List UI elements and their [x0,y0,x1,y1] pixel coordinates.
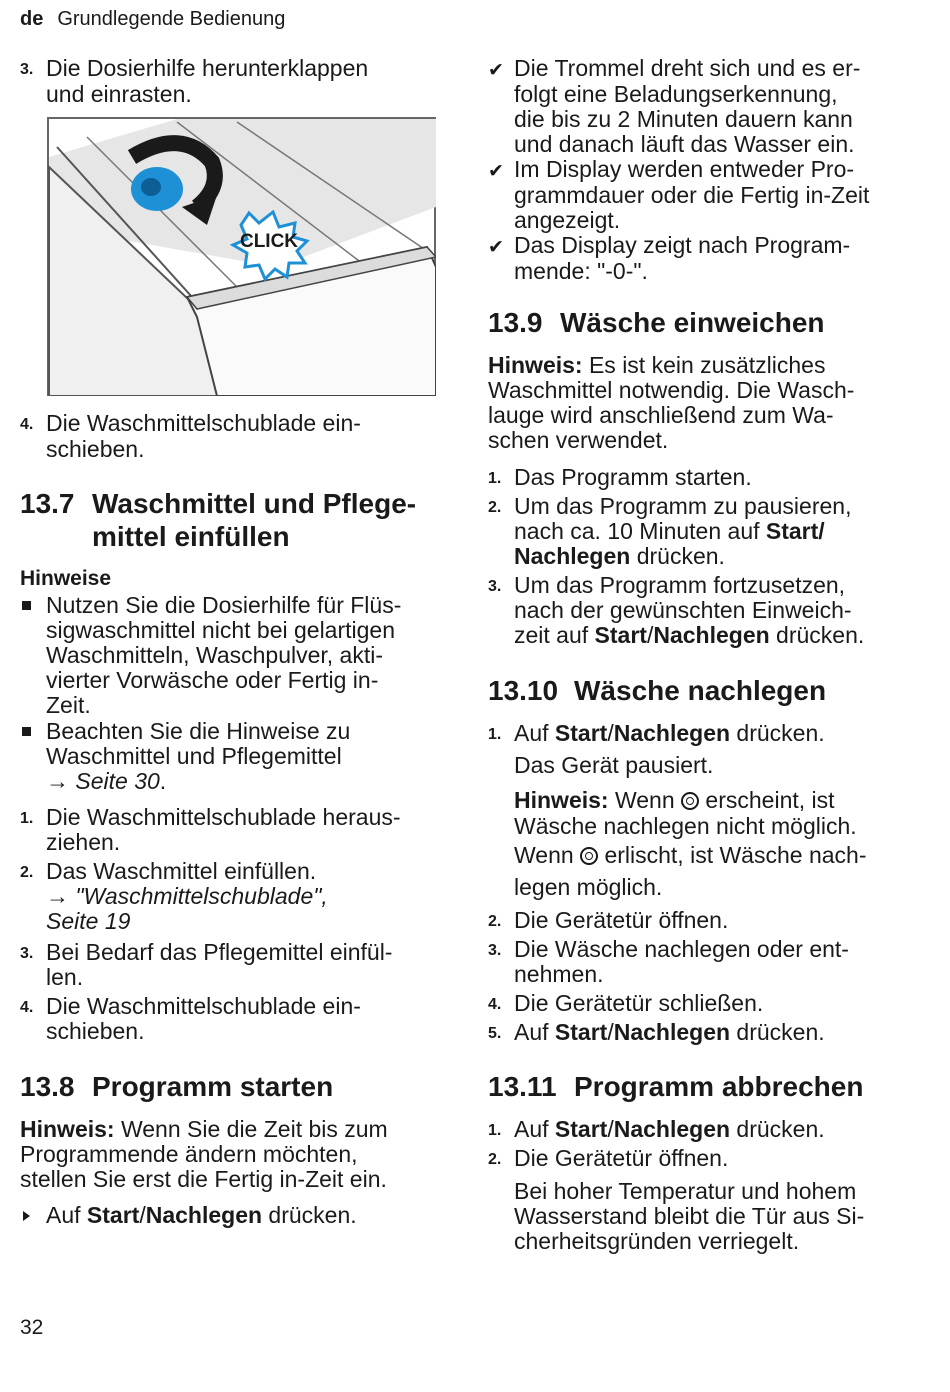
check-icon: ✔ [488,237,504,258]
note-text: Waschmittel notwendig. Die Wasch- [488,377,855,403]
section-heading: 13.11 Programm abbrechen [488,1071,864,1102]
note-text: stellen Sie erst die Fertig in-Zeit ein. [20,1166,387,1192]
result-text: angezeigt. [514,207,621,233]
step-number: 1. [488,1122,502,1139]
step-text: Auf Start/Nachlegen drücken. [514,720,825,746]
step-number: 2. [488,499,502,516]
note-text: Beachten Sie die Hinweise zu [46,718,351,744]
note-text: Hinweis: Es ist kein zusätzliches [488,352,826,378]
step-number: 1. [20,810,34,827]
step-number: 1. [488,470,502,487]
step-text: und einrasten. [46,81,192,107]
note-text: Zeit. [46,692,91,718]
step-text: Die Gerätetür schließen. [514,990,764,1016]
page-header [20,8,285,31]
result-text: Im Display werden entweder Pro- [514,156,855,182]
arrow-icon: → [46,883,69,909]
note-text: schen verwendet. [488,427,669,453]
step-text: nach ca. 10 Minuten auf Start/ [514,518,825,544]
step-text: Auf Start/Nachlegen drücken. [514,1019,825,1045]
note-text: Hinweis: Wenn erscheint, ist [514,787,835,813]
note-text: Programmende ändern möchten, [20,1141,358,1167]
click-label: CLICK [239,231,299,252]
result-text: mende: "-0-". [514,258,648,284]
step-text: schieben. [46,436,145,462]
result-text: und danach läuft das Wasser ein. [514,131,855,157]
step-text: Die Waschmittelschublade heraus- [46,804,401,830]
bullet-square [22,727,31,736]
step-number: 3. [488,578,502,595]
note-text: Nutzen Sie die Dosierhilfe für Flüs- [46,592,402,618]
step-text: Um das Programm fortzusetzen, [514,572,846,598]
note-text: Wäsche nachlegen nicht möglich. [514,813,857,839]
step-number: 2. [488,1151,502,1168]
step-number: 2. [488,913,502,930]
result-text: grammdauer oder die Fertig in-Zeit [514,182,870,208]
page-reference[interactable]: → Seite 30. [46,768,167,794]
dosing-aid-illustration [47,117,436,396]
step-text: Bei Bedarf das Pflegemittel einfül- [46,939,393,965]
note-text: Hinweis: Wenn Sie die Zeit bis zum [20,1116,388,1142]
page-reference-cont[interactable]: Seite 19 [46,908,131,934]
step-text: ziehen. [46,829,121,855]
note-text: Waschmittel und Pflegemittel [46,743,342,769]
language-code: de [20,8,44,30]
result-text: die bis zu 2 Minuten dauern kann [514,106,853,132]
action-text: Auf Start/Nachlegen drücken. [46,1202,357,1228]
note-text: legen möglich. [514,874,663,900]
note-text: Waschmitteln, Waschpulver, akti- [46,642,384,668]
check-icon: ✔ [488,60,504,81]
step-text: Die Waschmittelschublade ein- [46,410,361,436]
step-number: 1. [488,726,502,743]
note-text: sigwaschmittel nicht bei gelartigen [46,617,396,643]
step-text: len. [46,964,84,990]
result-text: Die Trommel dreht sich und es er- [514,55,861,81]
section-heading: 13.8 Programm starten [20,1071,334,1102]
step-text: Die Wäsche nachlegen oder ent- [514,936,849,962]
check-icon: ✔ [488,161,504,182]
note-text: Wenn erlischt, ist Wäsche nach- [514,842,867,868]
step-number: 3. [20,61,34,78]
step-result: Wasserstand bleibt die Tür aus Si- [514,1203,865,1229]
step-text: schieben. [46,1018,145,1044]
step-text: Auf Start/Nachlegen drücken. [514,1116,825,1142]
step-text: Nachlegen drücken. [514,543,725,569]
step-text: Die Gerätetür öffnen. [514,1145,729,1171]
step-text: Das Waschmittel einfüllen. [46,858,317,884]
step-result: Bei hoher Temperatur und hohem [514,1178,857,1204]
step-text: zeit auf Start/Nachlegen drücken. [514,622,865,648]
step-result: Das Gerät pausiert. [514,752,714,778]
reload-symbol-icon [681,792,699,810]
section-heading: 13.10 Wäsche nachlegen [488,675,827,706]
step-number: 5. [488,1025,502,1042]
step-text: Um das Programm zu pausieren, [514,493,852,519]
notes-heading: Hinweise [20,567,112,590]
step-text: nehmen. [514,961,604,987]
step-text: Die Gerätetür öffnen. [514,907,729,933]
reload-symbol-icon [580,847,598,865]
result-text: Das Display zeigt nach Program- [514,232,851,258]
note-text: vierter Vorwäsche oder Fertig in- [46,667,379,693]
section-heading: 13.9 Wäsche einweichen [488,307,825,338]
arrow-icon: → [46,768,69,794]
result-text: folgt eine Beladungserkennung, [514,81,838,107]
step-text: nach der gewünschten Einweich- [514,597,852,623]
step-number: 4. [20,999,34,1016]
section-heading-cont: mittel einfüllen [92,521,290,552]
step-number: 4. [20,416,34,433]
step-text: Das Programm starten. [514,464,752,490]
step-result: cherheitsgründen verriegelt. [514,1228,800,1254]
page-number: 32 [20,1316,44,1339]
bullet-square [22,601,31,610]
step-text: Die Waschmittelschublade ein- [46,993,361,1019]
step-number: 2. [20,864,34,881]
step-number: 4. [488,996,502,1013]
step-number: 3. [20,945,34,962]
step-number: 3. [488,942,502,959]
section-heading: 13.7 Waschmittel und Pflege- [20,488,417,519]
page-reference[interactable]: → "Waschmittelschublade", [46,883,328,909]
chapter-title: Grundlegende Bedienung [57,8,286,30]
action-triangle-icon [23,1211,30,1221]
note-text: lauge wird anschließend zum Wa- [488,402,834,428]
step-text: Die Dosierhilfe herunterklappen [46,55,369,81]
